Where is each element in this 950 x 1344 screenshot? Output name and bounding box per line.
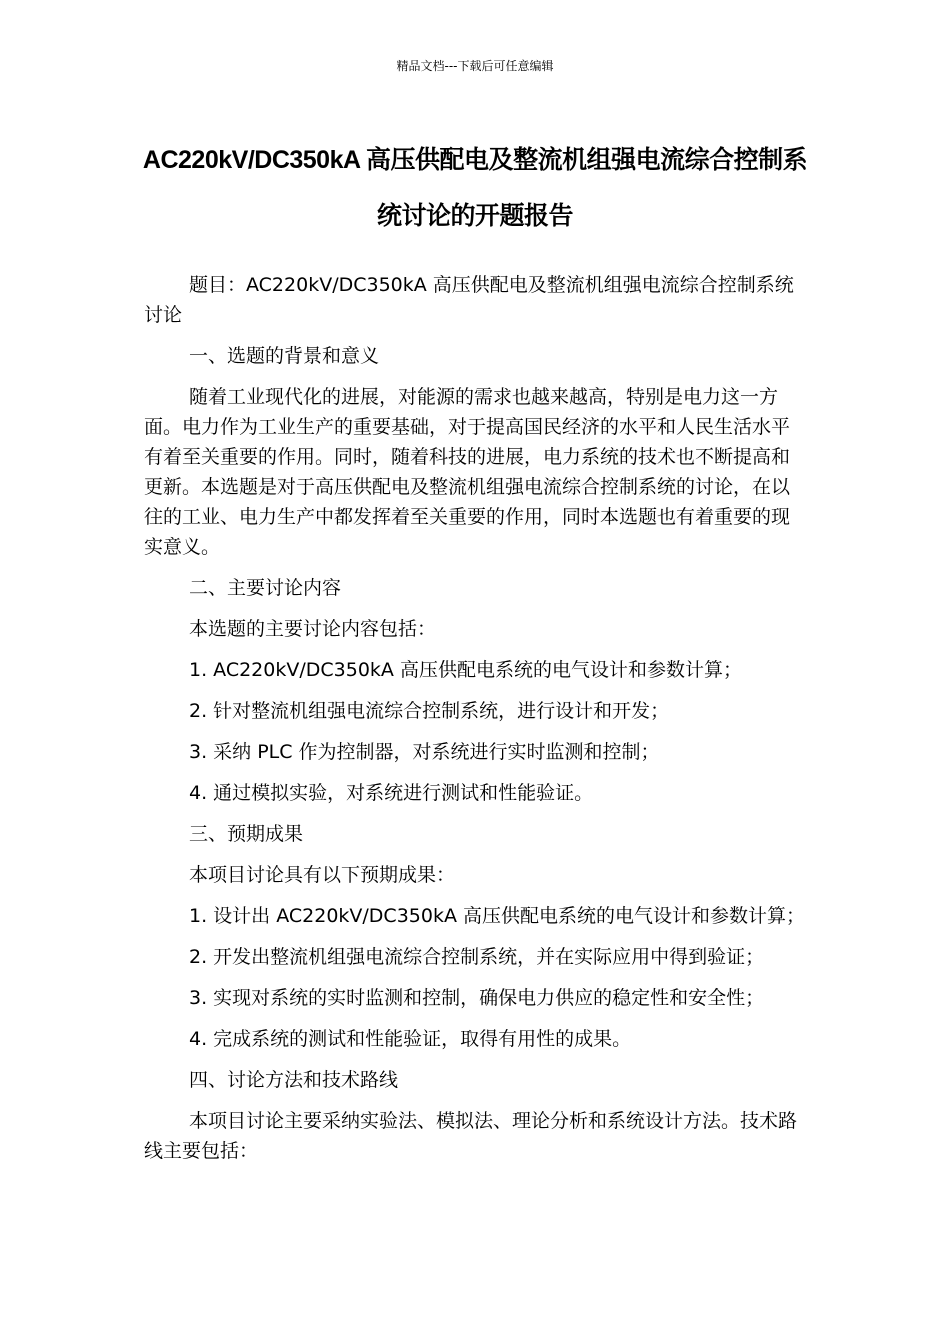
document-title: AC220kV/DC350kA 高压供配电及整流机组强电流综合控制系统讨论的开题报告: [142, 146, 808, 230]
section-heading-expected-results: 三、预期成果: [189, 823, 304, 845]
list-item: 2. 开发出整流机组强电流综合控制系统，并在实际应用中得到验证；: [189, 946, 765, 968]
list-item: 1. 设计出 AC220kV/DC350kA 高压供配电系统的电气设计和参数计算；: [189, 905, 806, 927]
expected-results-intro: 本项目讨论具有以下预期成果：: [189, 864, 456, 886]
section-heading-main-content: 二、主要讨论内容: [189, 577, 342, 599]
list-item: 3. 实现对系统的实时监测和控制，确保电力供应的稳定性和安全性；: [189, 987, 765, 1009]
background-paragraph: 随着工业现代化的进展，对能源的需求也越来越高，特别是电力这一方面。电力作为工业生产的重要基础，对于提高国民经济的水平和人民生活水平有着至关重要的作用。同时，随着科技的进展，电力系统的技术也不断提高和更新。本选题是对于高压供配电及整流机组强电流综合控制系统的讨论，在以往的工业、电力生产中都发挥着至关重要的作用，同时本选题也有着重要的现实意义。: [144, 386, 791, 558]
list-item: 3. 采纳 PLC 作为控制器，对系统进行实时监测和控制；: [189, 741, 660, 763]
section-heading-methods: 四、讨论方法和技术路线: [189, 1069, 399, 1091]
list-item: 4. 通过模拟实验，对系统进行测试和性能验证。: [189, 782, 594, 804]
list-item: 2. 针对整流机组强电流综合控制系统，进行设计和开发；: [189, 700, 670, 722]
header-note: 精品文档---下载后可任意编辑: [396, 59, 554, 73]
main-content-intro: 本选题的主要讨论内容包括：: [189, 618, 437, 640]
document-body: [144, 270, 808, 1177]
topic-paragraph: 题目：AC220kV/DC350kA 高压供配电及整流机组强电流综合控制系统讨论: [144, 274, 794, 326]
section-heading-background: 一、选题的背景和意义: [189, 345, 380, 367]
methods-paragraph: 本项目讨论主要采纳实验法、模拟法、理论分析和系统设计方法。技术路线主要包括：: [144, 1110, 798, 1162]
list-item: 4. 完成系统的测试和性能验证，取得有用性的成果。: [189, 1028, 632, 1050]
list-item: 1. AC220kV/DC350kA 高压供配电系统的电气设计和参数计算；: [189, 659, 742, 681]
